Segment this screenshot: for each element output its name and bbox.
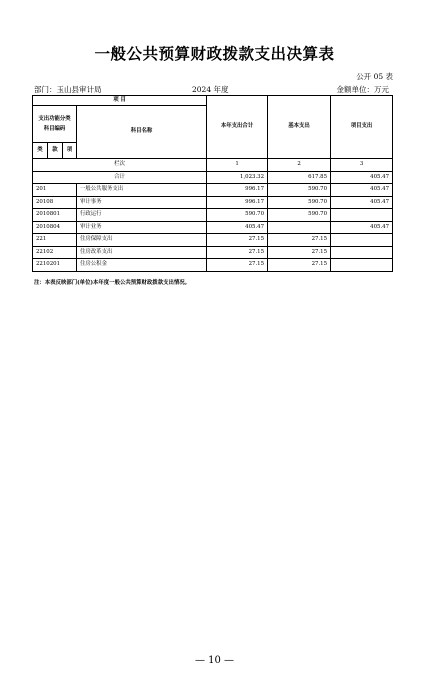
header-proj: 项目支出	[331, 96, 393, 159]
department-label: 部门：玉山县审计局	[34, 85, 102, 94]
row-basic: 27.15	[268, 234, 331, 247]
header-project: 项 目	[33, 96, 207, 106]
row-name: 一般公共服务支出	[77, 184, 207, 197]
summary-proj: 405.47	[331, 171, 393, 184]
table-row	[33, 234, 393, 247]
row-code: 2210201	[33, 259, 77, 272]
document-title: 一般公共预算财政拨款支出决算表	[94, 45, 335, 63]
footnote: 注：本表反映部门(单位)本年度一般公共预算财政拨款支出情况。	[34, 280, 191, 286]
row-proj: 405.47	[331, 221, 393, 234]
row-basic: 27.15	[268, 259, 331, 272]
summary-total: 1,023.32	[207, 171, 268, 184]
summary-label: 合计	[33, 171, 207, 184]
amount-unit: 金额单位：万元	[336, 85, 389, 94]
row-name: 住房改革支出	[77, 246, 207, 259]
row-code: 201	[33, 184, 77, 197]
meta-row	[32, 84, 391, 95]
row-proj	[331, 259, 393, 272]
row-name: 住房保障支出	[77, 234, 207, 247]
header-item-name: 科目名称	[77, 106, 207, 159]
row-proj	[331, 209, 393, 222]
row-name: 审计事务	[77, 196, 207, 209]
table-row	[33, 259, 393, 272]
row-proj	[331, 246, 393, 259]
row-code: 2010804	[33, 221, 77, 234]
row-total: 27.15	[207, 259, 268, 272]
table-row	[33, 196, 393, 209]
row-total: 405.47	[207, 221, 268, 234]
fiscal-year: 2024 年度	[192, 85, 229, 94]
table-row	[33, 221, 393, 234]
row-basic	[268, 221, 331, 234]
header-xiang: 项	[63, 143, 77, 159]
row-total: 996.17	[207, 196, 268, 209]
row-total: 590.70	[207, 209, 268, 222]
col-index-1: 1	[207, 159, 268, 172]
header-total: 本年支出合计	[207, 96, 268, 159]
summary-row	[33, 171, 393, 184]
col-index-2: 2	[268, 159, 331, 172]
header-lei: 类	[33, 143, 48, 159]
row-total: 996.17	[207, 184, 268, 197]
row-code: 20108	[33, 196, 77, 209]
header-func-code: 支出功能分类科目编码	[33, 106, 77, 143]
row-name: 住房公积金	[77, 259, 207, 272]
row-name: 行政运行	[77, 209, 207, 222]
table-row	[33, 209, 393, 222]
row-code: 221	[33, 234, 77, 247]
expenditure-table	[32, 95, 393, 272]
page-number: — 10 —	[194, 655, 235, 666]
row-name: 审计业务	[77, 221, 207, 234]
row-total: 27.15	[207, 246, 268, 259]
row-basic: 590.70	[268, 209, 331, 222]
row-basic: 27.15	[268, 246, 331, 259]
col-index-label: 栏次	[33, 159, 207, 172]
summary-basic: 617.85	[268, 171, 331, 184]
col-index-3: 3	[331, 159, 393, 172]
row-code: 22102	[33, 246, 77, 259]
row-proj	[331, 234, 393, 247]
header-basic: 基本支出	[268, 96, 331, 159]
table-row	[33, 184, 393, 197]
row-code: 2010801	[33, 209, 77, 222]
form-code: 公开 05 表	[356, 72, 393, 81]
row-basic: 590.70	[268, 196, 331, 209]
row-basic: 590.70	[268, 184, 331, 197]
row-total: 27.15	[207, 234, 268, 247]
table-row	[33, 246, 393, 259]
header-kuan: 款	[48, 143, 63, 159]
row-proj: 405.47	[331, 196, 393, 209]
row-proj: 405.47	[331, 184, 393, 197]
